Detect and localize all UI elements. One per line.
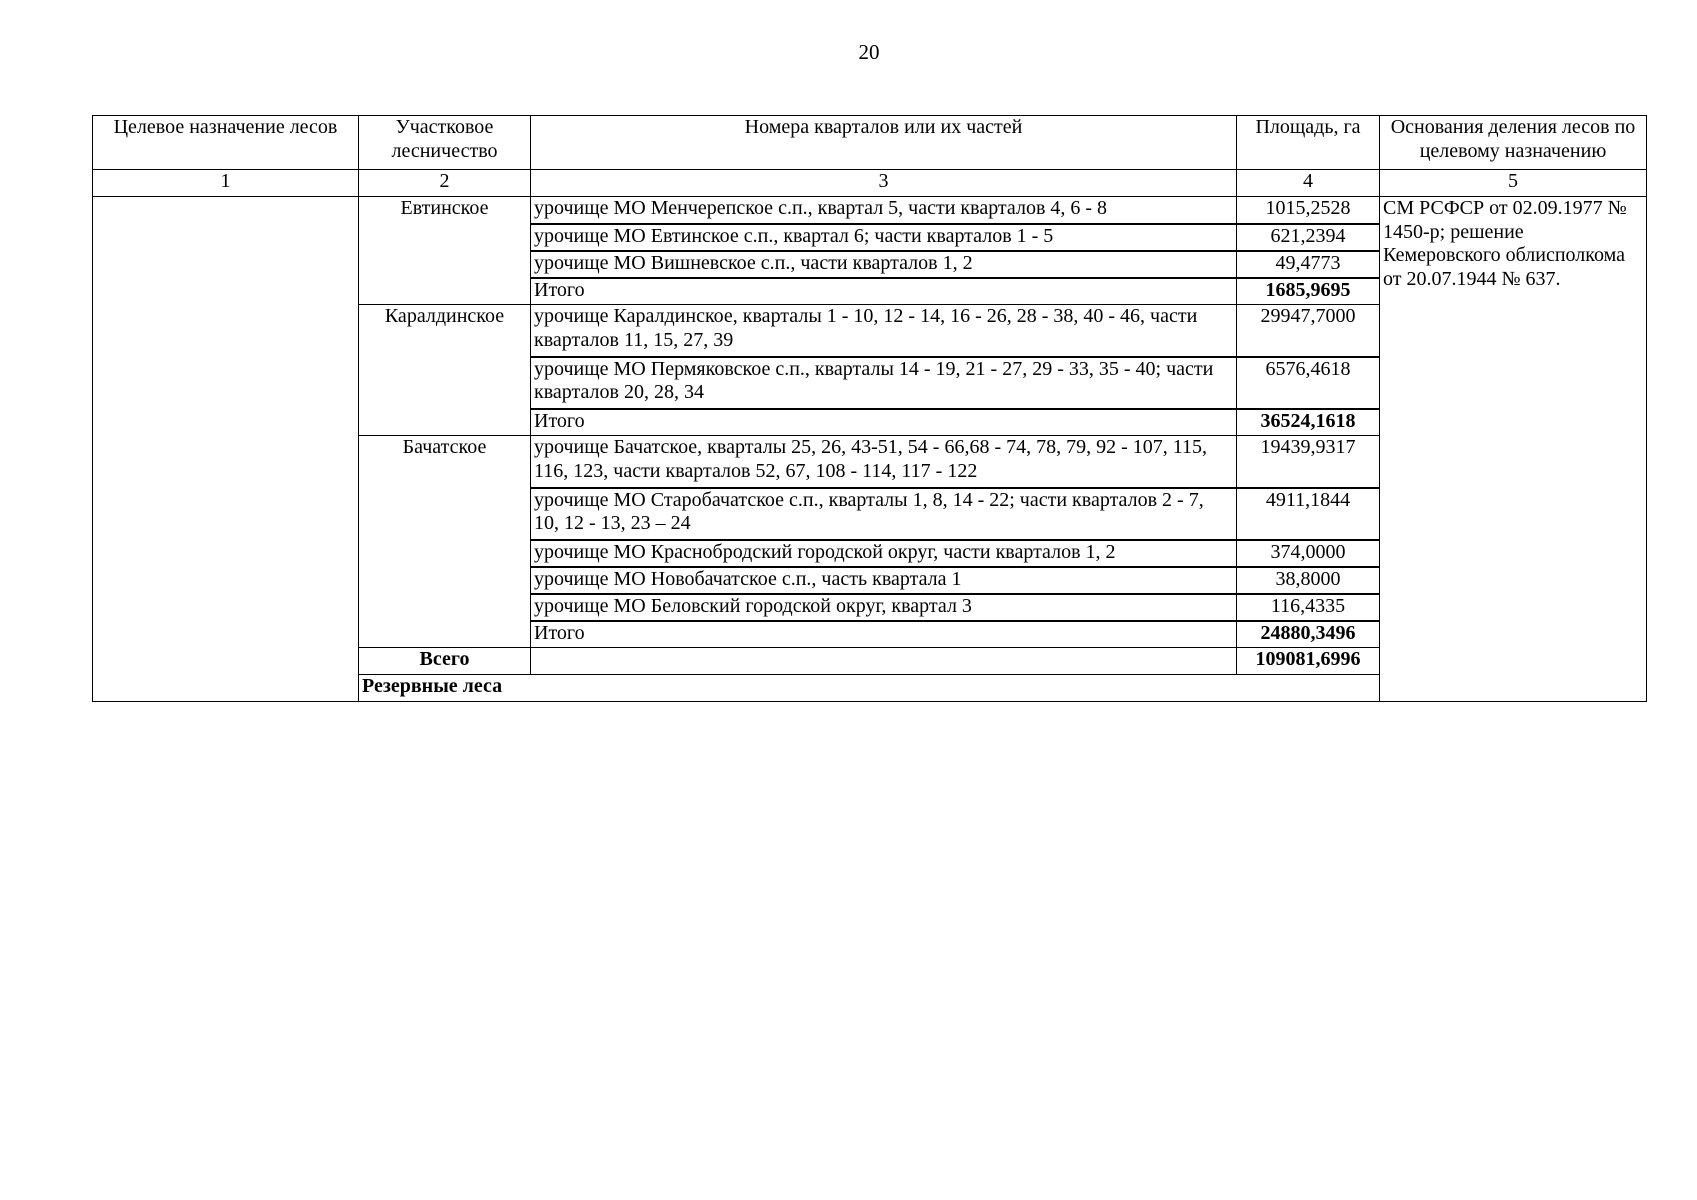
total-label: Всего (359, 648, 531, 675)
forestry-cell: Евтинское (359, 197, 531, 305)
area-cell: 49,4773 (1237, 251, 1380, 278)
quarters-cell: урочище МО Старобачатское с.п., кварталы 1, 8, 14 - 22; части кварталов 2 - 7, 10, 12 - 13, 23 – 24 (531, 488, 1237, 540)
header-forestry: Участковое лесничество (359, 116, 531, 170)
area-cell: 1015,2528 (1237, 197, 1380, 224)
quarters-cell: урочище Бачатское, кварталы 25, 26, 43-51, 54 - 66,68 - 74, 78, 79, 92 - 107, 115, 116, 123, части кварталов 52, 67, 108 - 114, 117 - 122 (531, 436, 1237, 488)
quarters-cell: урочище МО Пермяковское с.п., кварталы 14 - 19, 21 - 27, 29 - 33, 35 - 40; части кварталов 20, 28, 34 (531, 357, 1237, 409)
quarters-cell: урочище Каралдинское, кварталы 1 - 10, 12 - 14, 16 - 26, 28 - 38, 40 - 46, части кварталов 11, 15, 27, 39 (531, 305, 1237, 357)
area-cell: 374,0000 (1237, 540, 1380, 567)
column-number: 1 (93, 170, 359, 197)
quarters-cell: урочище МО Краснобродский городской округ, части кварталов 1, 2 (531, 540, 1237, 567)
subtotal-label: Итого (531, 278, 1237, 305)
area-cell: 621,2394 (1237, 224, 1380, 251)
reserve-label: Резервные леса (359, 675, 1380, 702)
total-empty-cell (531, 648, 1237, 675)
quarters-cell: урочище МО Вишневское с.п., части кварталов 1, 2 (531, 251, 1237, 278)
subtotal-area: 36524,1618 (1237, 409, 1380, 436)
column-number: 2 (359, 170, 531, 197)
header-quarters: Номера кварталов или их частей (531, 116, 1237, 170)
subtotal-area: 24880,3496 (1237, 621, 1380, 648)
column-number: 4 (1237, 170, 1380, 197)
forestry-cell: Бачатское (359, 436, 531, 648)
table-header-row (93, 116, 1647, 170)
page-number: 20 (858, 40, 880, 64)
area-cell: 4911,1844 (1237, 488, 1380, 540)
header-basis: Основания деления лесов по целевому назначению (1380, 116, 1647, 170)
area-cell: 19439,9317 (1237, 436, 1380, 488)
total-area: 109081,6996 (1237, 648, 1380, 675)
basis-cell: СМ РСФСР от 02.09.1977 № 1450-р; решение Кемеровского облисполкома от 20.07.1944 № 637. (1380, 197, 1647, 702)
quarters-cell: урочище МО Беловский городской округ, квартал 3 (531, 594, 1237, 621)
column-number: 5 (1380, 170, 1647, 197)
forestry-cell: Каралдинское (359, 305, 531, 436)
quarters-cell: урочище МО Менчерепское с.п., квартал 5, части кварталов 4, 6 - 8 (531, 197, 1237, 224)
area-cell: 29947,7000 (1237, 305, 1380, 357)
quarters-cell: урочище МО Евтинское с.п., квартал 6; части кварталов 1 - 5 (531, 224, 1237, 251)
purpose-cell (93, 197, 359, 702)
header-area: Площадь, га (1237, 116, 1380, 170)
table-row (93, 197, 1647, 224)
subtotal-label: Итого (531, 621, 1237, 648)
subtotal-label: Итого (531, 409, 1237, 436)
area-cell: 6576,4618 (1237, 357, 1380, 409)
quarters-cell: урочище МО Новобачатское с.п., часть квартала 1 (531, 567, 1237, 594)
subtotal-area: 1685,9695 (1237, 278, 1380, 305)
header-purpose: Целевое назначение лесов (93, 116, 359, 170)
area-cell: 116,4335 (1237, 594, 1380, 621)
area-cell: 38,8000 (1237, 567, 1380, 594)
column-number-row (93, 170, 1647, 197)
column-number: 3 (531, 170, 1237, 197)
forest-purpose-table (92, 115, 1647, 702)
